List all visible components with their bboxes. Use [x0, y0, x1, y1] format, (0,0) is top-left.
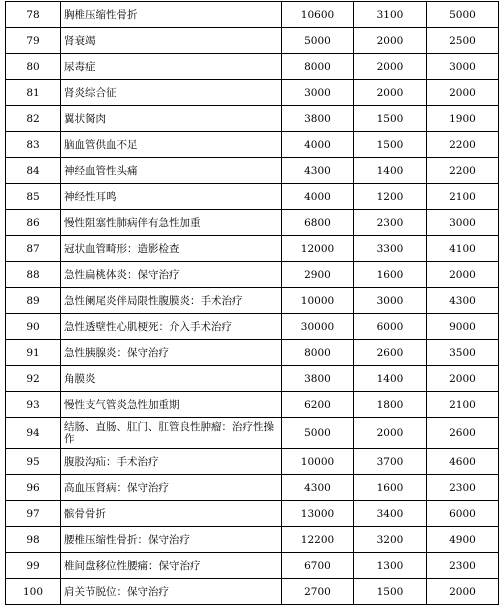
value-b: 2000: [354, 54, 427, 80]
value-c: 3000: [427, 54, 499, 80]
table-row: [6, 340, 499, 366]
table-row: [6, 158, 499, 184]
disease-name: 翼状胬肉: [61, 106, 282, 132]
cost-table-body: [6, 2, 499, 605]
value-c: 4100: [427, 236, 499, 262]
value-c: 5000: [427, 2, 499, 28]
value-a: 13000: [282, 501, 354, 527]
value-a: 10000: [282, 288, 354, 314]
table-row: [6, 579, 499, 605]
table-row: [6, 106, 499, 132]
row-number: 94: [6, 418, 61, 449]
value-a: 3000: [282, 80, 354, 106]
disease-name: 结肠、直肠、肛门、肛管良性肿瘤：治疗性操作: [61, 418, 282, 449]
value-b: 3200: [354, 527, 427, 553]
table-row: [6, 184, 499, 210]
value-c: 4300: [427, 288, 499, 314]
value-b: 3700: [354, 449, 427, 475]
row-number: 99: [6, 553, 61, 579]
value-b: 2000: [354, 418, 427, 449]
value-c: 2300: [427, 553, 499, 579]
value-b: 1500: [354, 106, 427, 132]
value-a: 12000: [282, 236, 354, 262]
value-a: 2900: [282, 262, 354, 288]
value-a: 6800: [282, 210, 354, 236]
value-b: 1200: [354, 184, 427, 210]
table-row: [6, 314, 499, 340]
value-c: 3500: [427, 340, 499, 366]
disease-name: 肾衰竭: [61, 28, 282, 54]
value-a: 4300: [282, 158, 354, 184]
table-row: [6, 236, 499, 262]
disease-name: 肾炎综合征: [61, 80, 282, 106]
row-number: 81: [6, 80, 61, 106]
table-row: [6, 449, 499, 475]
disease-name: 高血压肾病：保守治疗: [61, 475, 282, 501]
value-a: 4000: [282, 132, 354, 158]
value-c: 4600: [427, 449, 499, 475]
value-c: 2000: [427, 366, 499, 392]
value-a: 10000: [282, 449, 354, 475]
value-b: 1800: [354, 392, 427, 418]
value-a: 3800: [282, 106, 354, 132]
value-b: 1400: [354, 366, 427, 392]
table-row: [6, 28, 499, 54]
table-row: [6, 553, 499, 579]
table-row: [6, 475, 499, 501]
value-b: 1500: [354, 579, 427, 605]
table-row: [6, 501, 499, 527]
value-b: 3300: [354, 236, 427, 262]
value-a: 4300: [282, 475, 354, 501]
value-b: 2000: [354, 28, 427, 54]
row-number: 91: [6, 340, 61, 366]
row-number: 87: [6, 236, 61, 262]
value-b: 6000: [354, 314, 427, 340]
table-row: [6, 262, 499, 288]
row-number: 88: [6, 262, 61, 288]
row-number: 86: [6, 210, 61, 236]
row-number: 98: [6, 527, 61, 553]
table-row: [6, 288, 499, 314]
disease-name: 胸椎压缩性骨折: [61, 2, 282, 28]
table-row: [6, 80, 499, 106]
disease-name: 急性透壁性心肌梗死：介入手术治疗: [61, 314, 282, 340]
value-c: 9000: [427, 314, 499, 340]
row-number: 84: [6, 158, 61, 184]
value-c: 2000: [427, 579, 499, 605]
row-number: 85: [6, 184, 61, 210]
value-c: 2300: [427, 475, 499, 501]
disease-name: 角膜炎: [61, 366, 282, 392]
row-number: 83: [6, 132, 61, 158]
disease-name: 脑血管供血不足: [61, 132, 282, 158]
value-a: 5000: [282, 28, 354, 54]
value-c: 2500: [427, 28, 499, 54]
row-number: 97: [6, 501, 61, 527]
table-row: [6, 132, 499, 158]
value-c: 2100: [427, 184, 499, 210]
value-c: 1900: [427, 106, 499, 132]
value-c: 2100: [427, 392, 499, 418]
value-a: 4000: [282, 184, 354, 210]
value-a: 6700: [282, 553, 354, 579]
row-number: 95: [6, 449, 61, 475]
value-b: 2300: [354, 210, 427, 236]
value-b: 2600: [354, 340, 427, 366]
row-number: 92: [6, 366, 61, 392]
value-a: 8000: [282, 54, 354, 80]
value-b: 1600: [354, 262, 427, 288]
table-row: [6, 366, 499, 392]
disease-name: 髌骨骨折: [61, 501, 282, 527]
disease-name: 急性阑尾炎伴局限性腹膜炎：手术治疗: [61, 288, 282, 314]
value-c: 3000: [427, 210, 499, 236]
value-c: 6000: [427, 501, 499, 527]
value-c: 2000: [427, 80, 499, 106]
row-number: 80: [6, 54, 61, 80]
row-number: 96: [6, 475, 61, 501]
value-b: 1500: [354, 132, 427, 158]
table-row: [6, 418, 499, 449]
value-a: 30000: [282, 314, 354, 340]
row-number: 82: [6, 106, 61, 132]
value-b: 3400: [354, 501, 427, 527]
value-a: 6200: [282, 392, 354, 418]
value-a: 2700: [282, 579, 354, 605]
disease-name: 慢性阻塞性肺病伴有急性加重: [61, 210, 282, 236]
disease-name: 肩关节脱位：保守治疗: [61, 579, 282, 605]
value-a: 10600: [282, 2, 354, 28]
cost-table: [5, 1, 499, 605]
value-b: 1300: [354, 553, 427, 579]
value-c: 4900: [427, 527, 499, 553]
table-row: [6, 54, 499, 80]
disease-name: 神经血管性头痛: [61, 158, 282, 184]
value-c: 2000: [427, 262, 499, 288]
value-b: 1600: [354, 475, 427, 501]
row-number: 89: [6, 288, 61, 314]
value-a: 3800: [282, 366, 354, 392]
value-c: 2200: [427, 132, 499, 158]
disease-name: 神经性耳鸣: [61, 184, 282, 210]
row-number: 79: [6, 28, 61, 54]
table-row: [6, 2, 499, 28]
value-b: 1400: [354, 158, 427, 184]
table-row: [6, 210, 499, 236]
value-a: 12200: [282, 527, 354, 553]
disease-name: 急性胰腺炎：保守治疗: [61, 340, 282, 366]
value-b: 3100: [354, 2, 427, 28]
table-row: [6, 527, 499, 553]
row-number: 90: [6, 314, 61, 340]
value-b: 3000: [354, 288, 427, 314]
table-row: [6, 392, 499, 418]
disease-name: 腰椎压缩性骨折：保守治疗: [61, 527, 282, 553]
value-a: 8000: [282, 340, 354, 366]
disease-name: 腹股沟疝：手术治疗: [61, 449, 282, 475]
value-a: 5000: [282, 418, 354, 449]
value-c: 2600: [427, 418, 499, 449]
row-number: 78: [6, 2, 61, 28]
disease-name: 慢性支气管炎急性加重期: [61, 392, 282, 418]
value-b: 2000: [354, 80, 427, 106]
disease-name: 急性扁桃体炎：保守治疗: [61, 262, 282, 288]
row-number: 100: [6, 579, 61, 605]
row-number: 93: [6, 392, 61, 418]
disease-name: 尿毒症: [61, 54, 282, 80]
disease-name: 冠状血管畸形：造影检查: [61, 236, 282, 262]
disease-name: 椎间盘移位性腰痛：保守治疗: [61, 553, 282, 579]
value-c: 2200: [427, 158, 499, 184]
